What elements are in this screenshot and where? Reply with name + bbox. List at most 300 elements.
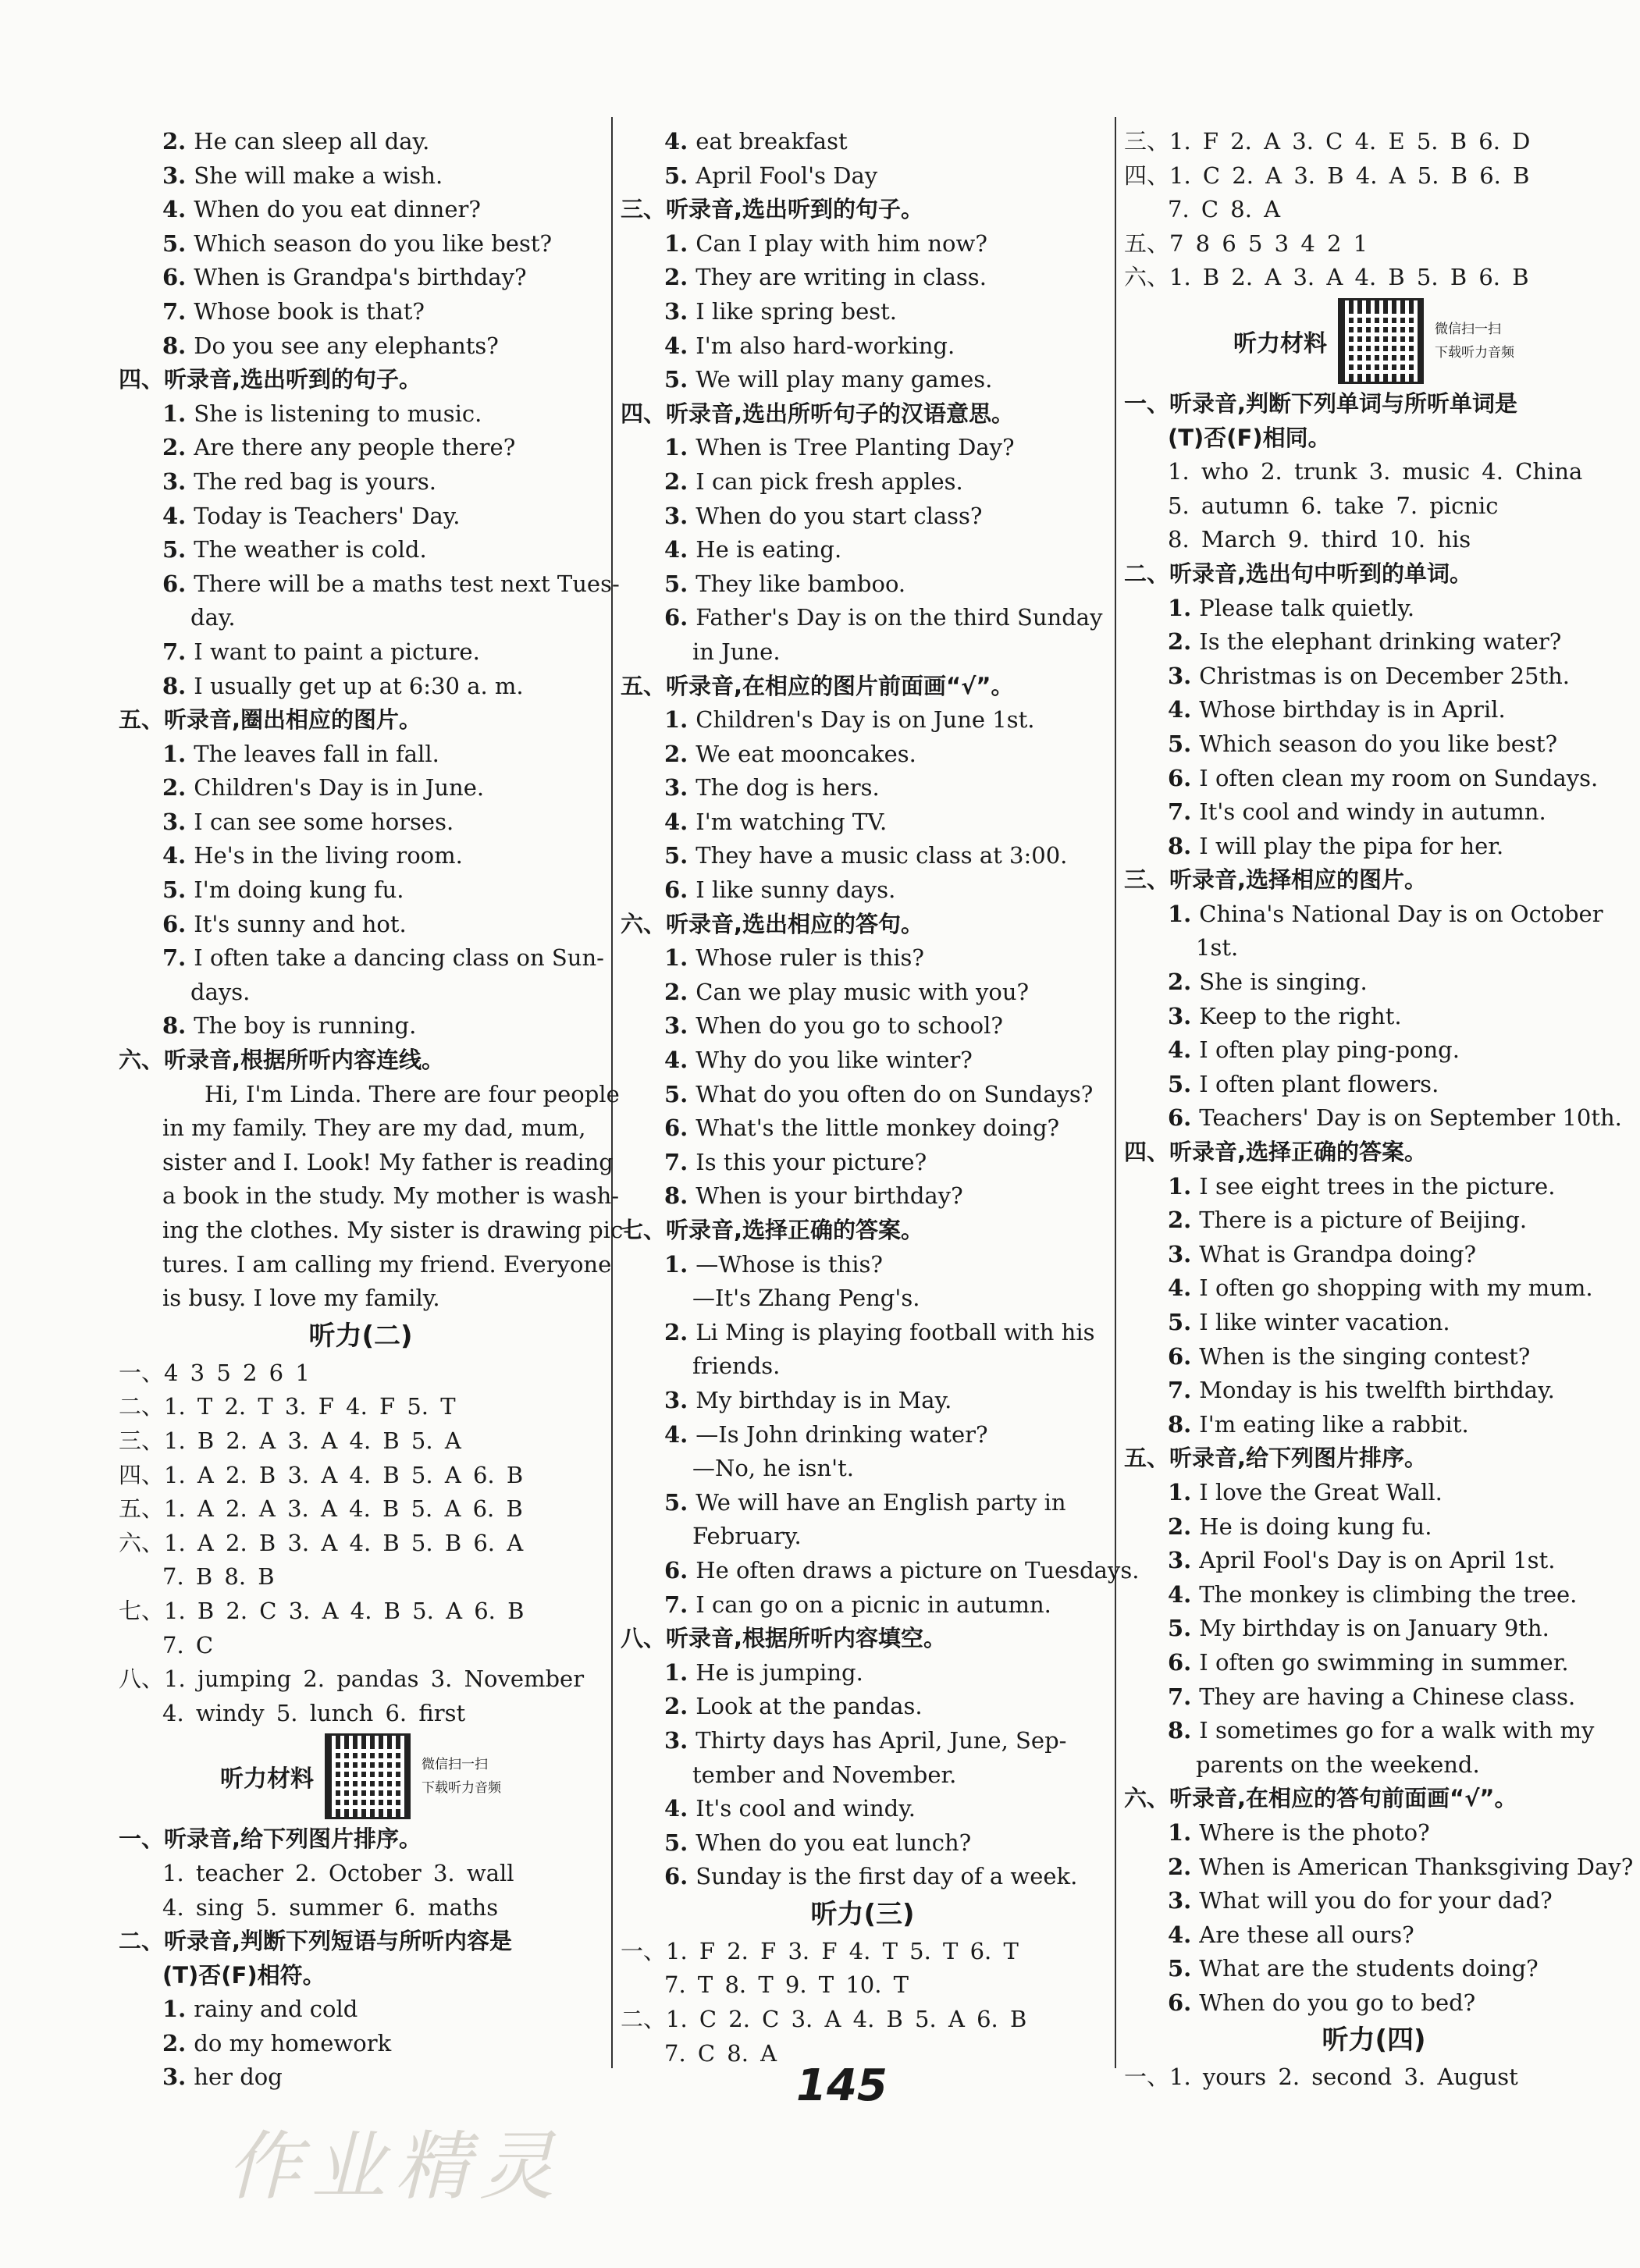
transcript-item	[1124, 1544, 1624, 1578]
item-text: Can we play music with you?	[695, 978, 1030, 1005]
item-text: They are writing in class.	[695, 264, 987, 291]
passage-line-first: Hi, I'm Linda. There are four people	[205, 1080, 620, 1107]
transcript-item	[119, 908, 603, 942]
item-text: Which season do you like best?	[194, 229, 553, 257]
item-number: 4.	[664, 1795, 688, 1822]
answer-line: 五、7 8 6 5 3 4 2 1	[1124, 229, 1368, 257]
section-heading: 一、听录音,给下列图片排序。	[119, 1825, 422, 1853]
item-text: Li Ming is playing football with his	[695, 1318, 1095, 1346]
transcript-item	[1124, 1170, 1624, 1204]
transcript-item	[119, 771, 603, 805]
item-text: Please talk quietly.	[1199, 594, 1415, 621]
transcript-item	[621, 567, 1105, 602]
item-number: 4.	[162, 842, 187, 869]
transcript-item	[119, 125, 603, 159]
item-text: They have a music class at 3:00.	[695, 842, 1068, 869]
answer-line: 一、1. yours 2. second 3. August	[1124, 2064, 1518, 2091]
answer-line: 七、1. B 2. C 3. A 4. B 5. A 6. B	[119, 1597, 525, 1624]
transcript-item	[1124, 1578, 1624, 1612]
transcript-item-continued: 1st.	[1196, 934, 1239, 962]
transcript-item-continued: friends.	[692, 1353, 781, 1380]
answer-line-continued: 1. teacher 2. October 3. wall	[162, 1859, 514, 1886]
transcript-item	[621, 1146, 1105, 1180]
transcript-item	[119, 670, 603, 704]
item-text: We eat mooncakes.	[695, 740, 916, 767]
answer-line: 六、1. B 2. A 3. A 4. B 5. B 6. B	[1124, 264, 1529, 291]
transcript-item	[1124, 1271, 1624, 1306]
transcript-item	[621, 839, 1105, 873]
section-heading: 五、听录音,给下列图片排序。	[1124, 1445, 1428, 1472]
page-number: 145	[796, 2060, 888, 2111]
transcript-item	[119, 499, 603, 534]
transcript-item	[1124, 1680, 1624, 1715]
answer-line-continued: 7. T 8. T 9. T 10. T	[664, 1971, 909, 1999]
item-text: April Fool's Day	[695, 162, 878, 189]
watermark: 作业精灵	[226, 2123, 564, 2210]
transcript-item	[1124, 1476, 1624, 1510]
item-text: When is your birthday?	[695, 1182, 963, 1210]
transcript-item	[119, 1009, 603, 1043]
item-number: 7.	[162, 297, 187, 325]
item-number: 3.	[1168, 662, 1192, 689]
qr-label: 听力材料	[1233, 329, 1327, 357]
column-1	[119, 125, 631, 2095]
section-heading: 三、听录音,选择相应的图片。	[1124, 866, 1428, 894]
answer-line: 四、1. A 2. B 3. A 4. B 5. A 6. B	[119, 1461, 524, 1488]
item-number: 2.	[1168, 628, 1192, 656]
transcript-item	[621, 738, 1105, 772]
item-text: There is a picture of Beijing.	[1199, 1207, 1528, 1234]
item-text: Children's Day is on June 1st.	[695, 706, 1035, 734]
transcript-item	[1124, 625, 1624, 659]
item-number: 7.	[162, 944, 187, 972]
item-text: Whose birthday is in April.	[1199, 696, 1506, 723]
transcript-item	[621, 363, 1105, 397]
item-text: I love the Great Wall.	[1199, 1478, 1443, 1505]
item-text: I usually get up at 6:30 a. m.	[194, 672, 524, 699]
section-heading-continued: (T)否(F)相同。	[1168, 424, 1331, 451]
item-text: I want to paint a picture.	[194, 638, 480, 665]
item-text: I'm doing kung fu.	[194, 876, 404, 904]
transcript-item	[621, 941, 1105, 976]
item-number: 1.	[1168, 1172, 1192, 1200]
answer-line: 一、1. F 2. F 3. F 4. T 5. T 6. T	[621, 1937, 1019, 1964]
transcript-item	[119, 465, 603, 499]
item-text: She will make a wish.	[194, 162, 443, 189]
answer-line-continued: 7. C	[162, 1631, 214, 1658]
item-number: 6.	[664, 1863, 688, 1890]
item-number: 7.	[162, 638, 187, 665]
item-number: 3.	[1168, 1547, 1192, 1574]
transcript-item	[621, 227, 1105, 261]
transcript-item-continued: is busy. I love my family.	[162, 1285, 440, 1312]
answer-line-continued: 5. autumn 6. take 7. picnic	[1168, 492, 1499, 519]
item-text: Sunday is the first day of a week.	[695, 1863, 1078, 1890]
transcript-item	[119, 567, 620, 602]
transcript-item	[119, 227, 603, 261]
item-number: 1.	[162, 1996, 187, 2023]
item-text: My birthday is on January 9th.	[1199, 1615, 1549, 1642]
item-text: The red bag is yours.	[194, 467, 436, 495]
item-text: I'm eating like a rabbit.	[1199, 1410, 1469, 1438]
item-number: 2.	[1168, 1207, 1192, 1234]
answer-line-continued: 1. who 2. trunk 3. music 4. China	[1168, 458, 1583, 485]
item-text: I'm watching TV.	[695, 808, 888, 835]
item-text: Look at the pandas.	[695, 1693, 923, 1720]
section-heading: 六、听录音,在相应的答句前面画“√”。	[1124, 1785, 1517, 1812]
item-number: 6.	[1168, 764, 1192, 791]
transcript-item	[621, 1316, 1105, 1350]
listening-material-qr-block	[119, 1730, 603, 1822]
transcript-item	[1124, 659, 1624, 694]
item-text: Whose book is that?	[194, 297, 425, 325]
transcript-item	[1124, 592, 1624, 626]
transcript-item	[1124, 1884, 1624, 1918]
item-number: 2.	[162, 128, 187, 155]
item-text: When do you eat lunch?	[695, 1829, 972, 1856]
transcript-item	[621, 1792, 1105, 1826]
item-number: 4.	[664, 808, 688, 835]
transcript-item	[1124, 1918, 1624, 1953]
transcript-item	[621, 1588, 1105, 1623]
item-number: 3.	[664, 1726, 688, 1754]
item-text: I often play ping-pong.	[1199, 1036, 1460, 1064]
transcript-item	[621, 976, 1105, 1010]
item-text: The monkey is climbing the tree.	[1199, 1580, 1578, 1608]
item-text: China's National Day is on October	[1199, 900, 1603, 927]
answer-line-continued: 8. March 9. third 10. his	[1168, 526, 1471, 553]
item-number: 4.	[664, 1420, 688, 1448]
item-number: 5.	[1168, 1615, 1192, 1642]
item-text: When is Grandpa's birthday?	[194, 264, 527, 291]
item-text: He often draws a picture on Tuesdays.	[695, 1556, 1140, 1584]
item-number: 3.	[1168, 1887, 1192, 1914]
item-text: The weather is cold.	[194, 536, 427, 563]
transcript-item	[621, 1248, 1105, 1282]
item-text: I sometimes go for a walk with my	[1199, 1717, 1595, 1744]
transcript-item	[621, 1043, 1105, 1078]
transcript-item	[1124, 1408, 1624, 1442]
item-number: 5.	[1168, 730, 1192, 757]
item-number: 1.	[162, 740, 187, 767]
item-text: Do you see any elephants?	[194, 332, 499, 359]
item-number: 3.	[162, 808, 187, 835]
transcript-item	[621, 1690, 1105, 1724]
transcript-item-continued: —It's Zhang Peng's.	[692, 1285, 920, 1312]
answer-line: 六、1. A 2. B 3. A 4. B 5. B 6. A	[119, 1529, 524, 1556]
transcript-item	[621, 295, 1105, 329]
transcript-item	[621, 1656, 1105, 1690]
transcript-item-continued: a book in the study. My mother is wash-	[162, 1182, 620, 1210]
transcript-item	[1124, 1374, 1624, 1408]
item-text: What will you do for your dad?	[1199, 1887, 1553, 1914]
transcript-item	[119, 397, 603, 432]
item-number: 3.	[1168, 1002, 1192, 1029]
item-text: I often take a dancing class on Sun-	[194, 944, 604, 972]
transcript-item	[621, 125, 1105, 159]
item-text: Which season do you like best?	[1199, 730, 1558, 757]
item-number: 3.	[1168, 1240, 1192, 1267]
transcript-item	[119, 839, 603, 873]
section-heading: 七、听录音,选择正确的答案。	[621, 1217, 924, 1243]
transcript-item	[1124, 1238, 1624, 1272]
item-text: Keep to the right.	[1199, 1002, 1402, 1029]
transcript-item	[1124, 1306, 1624, 1340]
item-number: 6.	[1168, 1648, 1192, 1676]
transcript-item	[621, 159, 1105, 194]
item-text: There will be a maths test next Tues-	[194, 570, 620, 597]
column-divider-2	[1115, 117, 1116, 2068]
part-title: 听力(四)	[1322, 2024, 1426, 2056]
item-text: She is listening to music.	[194, 400, 482, 427]
transcript-item	[621, 1078, 1105, 1112]
section-heading: 三、听录音,选出听到的句子。	[621, 196, 924, 223]
transcript-item	[1124, 1646, 1624, 1680]
item-number: 3.	[162, 467, 187, 495]
section-heading: 二、听录音,选出句中听到的单词。	[1124, 560, 1473, 587]
item-number: 7.	[664, 1591, 688, 1618]
item-number: 2.	[664, 1693, 688, 1720]
qr-note-scan: 微信扫一扫	[1435, 321, 1501, 337]
qr-code-icon[interactable]	[325, 1733, 411, 1819]
transcript-item	[621, 1009, 1105, 1043]
part-title: 听力(三)	[810, 1898, 915, 1930]
item-text: When do you go to school?	[695, 1012, 1003, 1040]
item-number: 8.	[664, 1182, 688, 1210]
item-text: When do you go to bed?	[1199, 1989, 1476, 2016]
section-heading: 六、听录音,根据所听内容连线。	[119, 1047, 445, 1074]
item-text: The leaves fall in fall.	[194, 740, 439, 767]
transcript-item	[1124, 727, 1624, 762]
item-text: April Fool's Day is on April 1st.	[1199, 1547, 1556, 1574]
item-text: do my homework	[194, 2029, 392, 2056]
item-text: When is American Thanksgiving Day?	[1199, 1853, 1634, 1880]
item-text: —Is John drinking water?	[695, 1420, 988, 1448]
transcript-item	[1124, 1203, 1624, 1238]
transcript-item	[621, 703, 1105, 738]
item-number: 3.	[664, 297, 688, 325]
answer-line: 四、1. C 2. A 3. B 4. A 5. B 6. B	[1124, 162, 1530, 189]
item-text: Today is Teachers' Day.	[194, 502, 461, 529]
item-number: 1.	[1168, 1478, 1192, 1505]
item-number: 1.	[664, 434, 688, 461]
section-heading-continued: (T)否(F)相符。	[162, 1961, 326, 1989]
item-number: 1.	[664, 944, 688, 972]
item-number: 6.	[664, 1114, 688, 1142]
section-heading: 四、听录音,选出听到的句子。	[119, 366, 422, 393]
item-text: They are having a Chinese class.	[1199, 1683, 1576, 1710]
transcript-item	[621, 329, 1105, 364]
item-number: 5.	[664, 842, 688, 869]
transcript-item	[621, 1486, 1105, 1520]
item-text: I often go swimming in summer.	[1199, 1648, 1569, 1676]
item-text: I often plant flowers.	[1199, 1070, 1439, 1097]
qr-note-download: 下载听力音频	[1435, 344, 1514, 361]
section-heading: 六、听录音,选出相应的答句。	[621, 910, 924, 937]
transcript-item-continued: ing the clothes. My sister is drawing pic-	[162, 1217, 631, 1243]
item-text: We will have an English party in	[695, 1488, 1066, 1516]
transcript-item	[119, 261, 603, 295]
transcript-item-continued: sister and I. Look! My father is reading	[162, 1148, 614, 1175]
transcript-item	[119, 1992, 603, 2027]
item-text: I like winter vacation.	[1199, 1309, 1450, 1335]
item-number: 6.	[1168, 1342, 1192, 1370]
transcript-item	[1124, 1510, 1624, 1545]
transcript-item-continued: day.	[190, 604, 236, 631]
item-number: 8.	[162, 332, 187, 359]
transcript-item	[621, 1179, 1105, 1214]
item-number: 1.	[664, 706, 688, 734]
item-number: 2.	[162, 434, 187, 461]
section-heading: 四、听录音,选出所听句子的汉语意思。	[621, 400, 1015, 427]
item-text: What's the little monkey doing?	[695, 1114, 1060, 1142]
item-number: 5.	[664, 1080, 688, 1107]
transcript-item	[621, 771, 1105, 805]
transcript-item	[1124, 1986, 1624, 2021]
transcript-item	[1124, 1068, 1624, 1102]
item-number: 4.	[664, 128, 688, 155]
item-number: 6.	[162, 264, 187, 291]
item-number: 5.	[664, 162, 688, 189]
section-heading: 八、听录音,根据所听内容填空。	[621, 1625, 947, 1652]
item-text: The dog is hers.	[695, 774, 880, 802]
item-text: What are the students doing?	[1199, 1955, 1539, 1982]
item-number: 3.	[162, 162, 187, 189]
item-number: 6.	[162, 910, 187, 937]
transcript-item-continued: in June.	[692, 638, 781, 665]
item-text: I see eight trees in the picture.	[1199, 1172, 1556, 1200]
item-text: I will play the pipa for her.	[1199, 832, 1504, 859]
item-number: 5.	[664, 570, 688, 597]
transcript-item	[621, 1724, 1105, 1758]
answer-line: 二、1. C 2. C 3. A 4. B 5. A 6. B	[621, 2006, 1027, 2033]
item-text: They like bamboo.	[695, 570, 906, 597]
answer-line: 二、1. T 2. T 3. F 4. F 5. T	[119, 1393, 456, 1420]
transcript-item	[621, 601, 1105, 635]
answer-line-continued: 4. sing 5. summer 6. maths	[162, 1893, 499, 1921]
item-text: Monday is his twelfth birthday.	[1199, 1377, 1555, 1404]
item-text: It's cool and windy in autumn.	[1199, 798, 1546, 826]
item-number: 1.	[664, 1250, 688, 1278]
item-text: It's cool and windy.	[695, 1795, 916, 1822]
item-number: 5.	[162, 229, 187, 257]
transcript-item	[1124, 1340, 1624, 1374]
item-number: 4.	[1168, 1921, 1192, 1948]
transcript-item	[621, 261, 1105, 295]
item-number: 6.	[664, 1556, 688, 1584]
transcript-item-continued: —No, he isn't.	[692, 1455, 855, 1482]
transcript-item	[621, 805, 1105, 840]
section-heading: 四、听录音,选择正确的答案。	[1124, 1139, 1428, 1166]
section-heading: 二、听录音,判断下列短语与所听内容是	[119, 1928, 513, 1955]
answer-line-continued: 7. C 8. A	[664, 2039, 777, 2067]
transcript-item	[621, 431, 1105, 465]
item-text: Children's Day is in June.	[194, 774, 485, 802]
transcript-item	[119, 193, 603, 227]
item-text: I can see some horses.	[194, 808, 454, 835]
item-text: My birthday is in May.	[695, 1386, 952, 1413]
qr-code-icon[interactable]	[1338, 298, 1424, 384]
transcript-item	[119, 941, 603, 976]
listening-material-qr-block	[1124, 295, 1624, 387]
transcript-item-continued: tures. I am calling my friend. Everyone	[162, 1250, 612, 1278]
item-number: 7.	[1168, 798, 1192, 826]
item-number: 4.	[664, 536, 688, 563]
item-number: 4.	[1168, 1036, 1192, 1064]
item-number: 3.	[664, 1012, 688, 1040]
transcript-item	[621, 873, 1105, 908]
item-text: What do you often do on Sundays?	[695, 1080, 1094, 1107]
item-text: Are these all ours?	[1199, 1921, 1414, 1948]
transcript-item	[1124, 693, 1624, 727]
transcript-item	[119, 873, 603, 908]
transcript-item	[1124, 795, 1624, 830]
transcript-item	[621, 1418, 1105, 1452]
transcript-item	[1124, 965, 1624, 1000]
item-text: She is singing.	[1199, 969, 1368, 996]
item-text: He is jumping.	[695, 1658, 863, 1686]
transcript-item	[1124, 762, 1624, 796]
transcript-item	[119, 159, 603, 194]
item-text: I often clean my room on Sundays.	[1199, 764, 1599, 791]
item-text: When do you start class?	[695, 502, 983, 529]
item-number: 2.	[664, 467, 688, 495]
transcript-item	[119, 635, 603, 670]
item-text: He is doing kung fu.	[1199, 1513, 1432, 1540]
item-number: 2.	[664, 1318, 688, 1346]
item-text: When is the singing contest?	[1199, 1342, 1531, 1370]
section-heading: 一、听录音,判断下列单词与所听单词是	[1124, 389, 1518, 417]
item-number: 2.	[1168, 1513, 1192, 1540]
item-number: 2.	[162, 2029, 187, 2056]
item-text: I'm also hard-working.	[695, 332, 955, 359]
item-text: Christmas is on December 25th.	[1199, 662, 1571, 689]
item-number: 7.	[664, 1148, 688, 1175]
transcript-item	[1124, 1033, 1624, 1068]
transcript-item	[119, 533, 603, 567]
item-number: 3.	[162, 2064, 187, 2091]
item-text: I like spring best.	[695, 297, 897, 325]
item-number: 5.	[664, 1829, 688, 1856]
item-text: Are there any people there?	[194, 434, 516, 461]
transcript-item	[119, 805, 603, 840]
item-number: 2.	[664, 978, 688, 1005]
answer-line: 三、1. B 2. A 3. A 4. B 5. A	[119, 1427, 461, 1454]
item-text: It's sunny and hot.	[194, 910, 407, 937]
transcript-item	[621, 1111, 1105, 1146]
answer-line: 三、1. F 2. A 3. C 4. E 5. B 6. D	[1124, 128, 1531, 155]
transcript-item	[621, 499, 1105, 534]
item-number: 1.	[162, 400, 187, 427]
transcript-item	[1124, 1714, 1624, 1748]
item-number: 1.	[664, 229, 688, 257]
transcript-item	[1124, 1850, 1634, 1885]
item-number: 7.	[1168, 1377, 1192, 1404]
transcript-item	[1124, 1952, 1624, 1986]
item-number: 4.	[664, 332, 688, 359]
item-number: 6.	[162, 570, 187, 597]
item-text: He's in the living room.	[194, 842, 463, 869]
transcript-item-continued: parents on the weekend.	[1196, 1751, 1480, 1778]
item-text: We will play many games.	[695, 366, 993, 393]
transcript-item-continued: days.	[190, 978, 251, 1005]
item-number: 4.	[162, 502, 187, 529]
item-text: —Whose is this?	[695, 1250, 883, 1278]
part-title: 听力(二)	[308, 1320, 413, 1352]
item-number: 5.	[162, 536, 187, 563]
transcript-item	[119, 2060, 603, 2095]
item-text: When is Tree Planting Day?	[695, 434, 1015, 461]
